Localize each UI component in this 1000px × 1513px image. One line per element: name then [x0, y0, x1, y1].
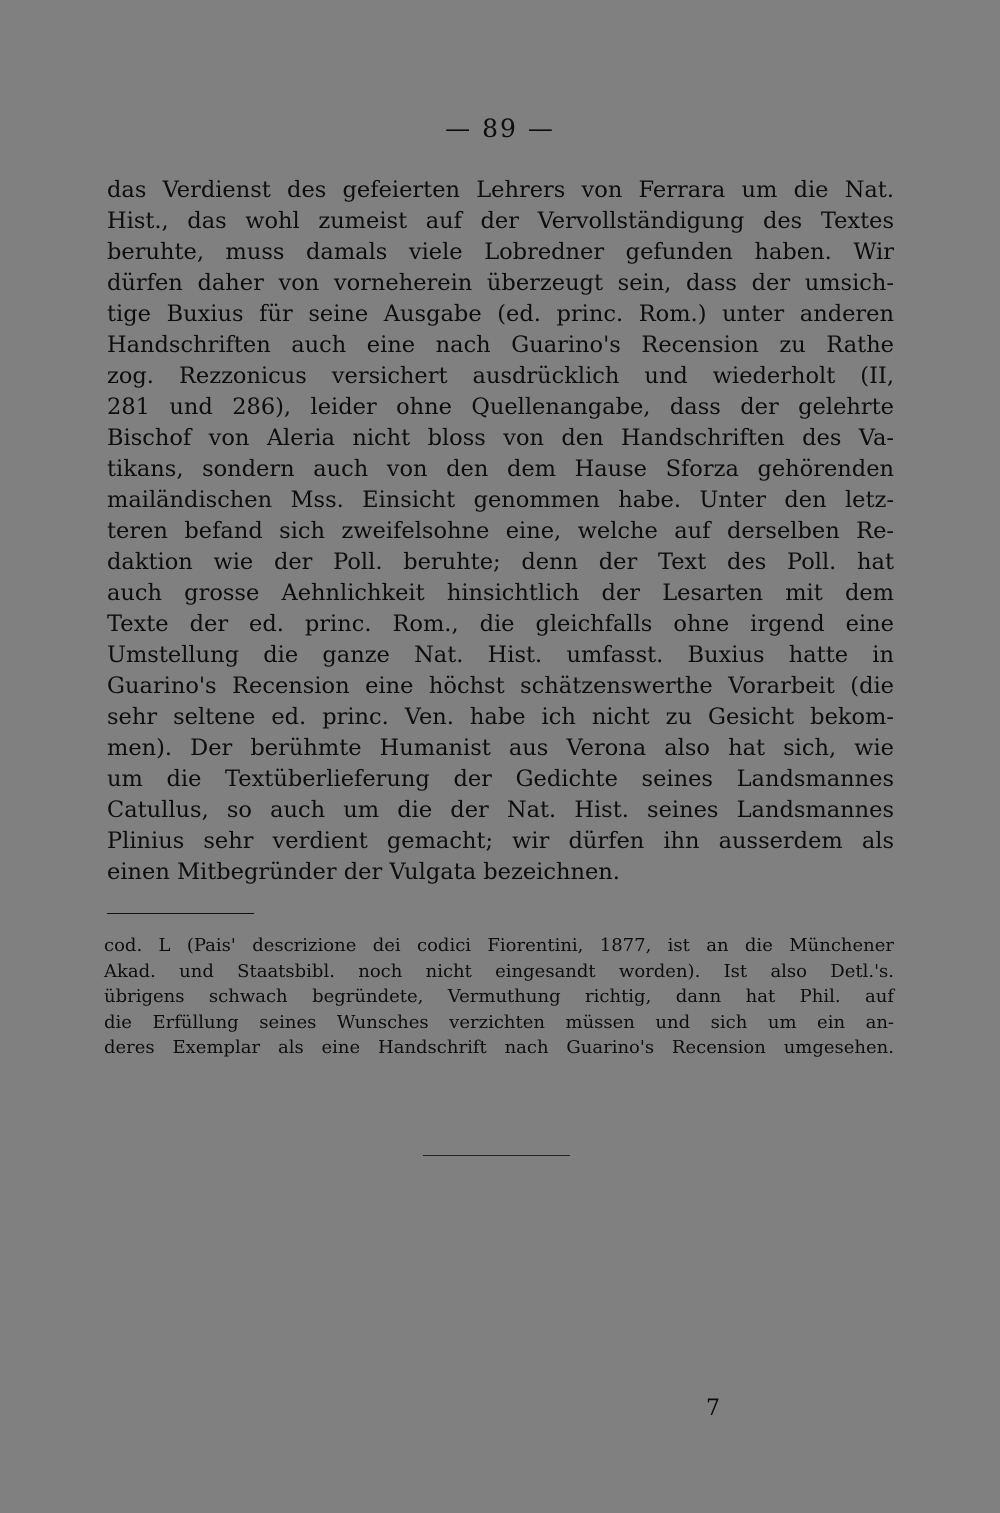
body-line: 281 und 286), leider ohne Quellenangabe, dass der gelehrte [107, 394, 894, 420]
body-line: Umstellung die ganze Nat. Hist. umfasst. Buxius hatte in [107, 642, 894, 668]
page-number: — 89 — [445, 114, 555, 143]
body-line: daktion wie der Poll. beruhte; denn der Text des Poll. hat [107, 549, 894, 575]
body-line: auch grosse Aehnlichkeit hinsichtlich der Lesarten mit dem [107, 580, 894, 606]
footnote [104, 933, 894, 1061]
footnote-line: die Erfüllung seines Wunsches verzichten müssen und sich um ein an- [104, 1011, 894, 1033]
footnote-line: Akad. und Staatsbibl. noch nicht eingesandt worden). Ist also Detl.'s. [104, 960, 894, 982]
body-line: men). Der berühmte Humanist aus Verona also hat sich, wie [107, 735, 894, 761]
body-line: Guarino's Recension eine höchst schätzenswerthe Vorarbeit (die [107, 673, 894, 699]
body-line: dürfen daher von vorneherein überzeugt sein, dass der umsich- [107, 270, 894, 296]
footnote-line: übrigens schwach begründete, Vermuthung richtig, dann hat Phil. auf [104, 986, 894, 1007]
body-line: sehr seltene ed. princ. Ven. habe ich nicht zu Gesicht bekom- [107, 704, 894, 730]
footnote-line: cod. L (Pais' descrizione dei codici Fiorentini, 1877, ist an die Münchener [104, 935, 894, 956]
body-line: das Verdienst des gefeierten Lehrers von Ferrara um die Nat. [107, 177, 894, 203]
body-line: Hist., das wohl zumeist auf der Vervollständigung des Textes [107, 208, 894, 234]
section-separator [423, 1155, 570, 1156]
body-line: tikans, sondern auch von den dem Hause Sforza gehörenden [107, 456, 894, 482]
footnote-line: deres Exemplar als eine Handschrift nach Guarino's Recension umgesehen. [104, 1037, 894, 1058]
body-line: mailändischen Mss. Einsicht genommen habe. Unter den letz- [107, 487, 894, 513]
body-line: Catullus, so auch um die der Nat. Hist. seines Landsmannes [107, 797, 894, 823]
signature-mark: 7 [706, 1396, 720, 1421]
body-line: Plinius sehr verdient gemacht; wir dürfen ihn ausserdem als [107, 828, 894, 854]
body-line: beruhte, muss damals viele Lobredner gefunden haben. Wir [107, 239, 894, 265]
footnote-rule [107, 913, 254, 914]
body-line: Bischof von Aleria nicht bloss von den Handschriften des Va- [107, 425, 894, 451]
body-line: um die Textüberlieferung der Gedichte seines Landsmannes [107, 766, 894, 792]
body-line: tige Buxius für seine Ausgabe (ed. princ. Rom.) unter anderen [107, 301, 894, 327]
body-line: Handschriften auch eine nach Guarino's Recension zu Rathe [107, 332, 894, 358]
body-line: einen Mitbegründer der Vulgata bezeichnen. [107, 859, 620, 885]
body-line: Texte der ed. princ. Rom., die gleichfalls ohne irgend eine [107, 611, 894, 637]
body-text [107, 175, 894, 888]
body-line: teren befand sich zweifelsohne eine, welche auf derselben Re- [107, 518, 894, 544]
body-line: zog. Rezzonicus versichert ausdrücklich und wiederholt (II, [107, 363, 894, 389]
